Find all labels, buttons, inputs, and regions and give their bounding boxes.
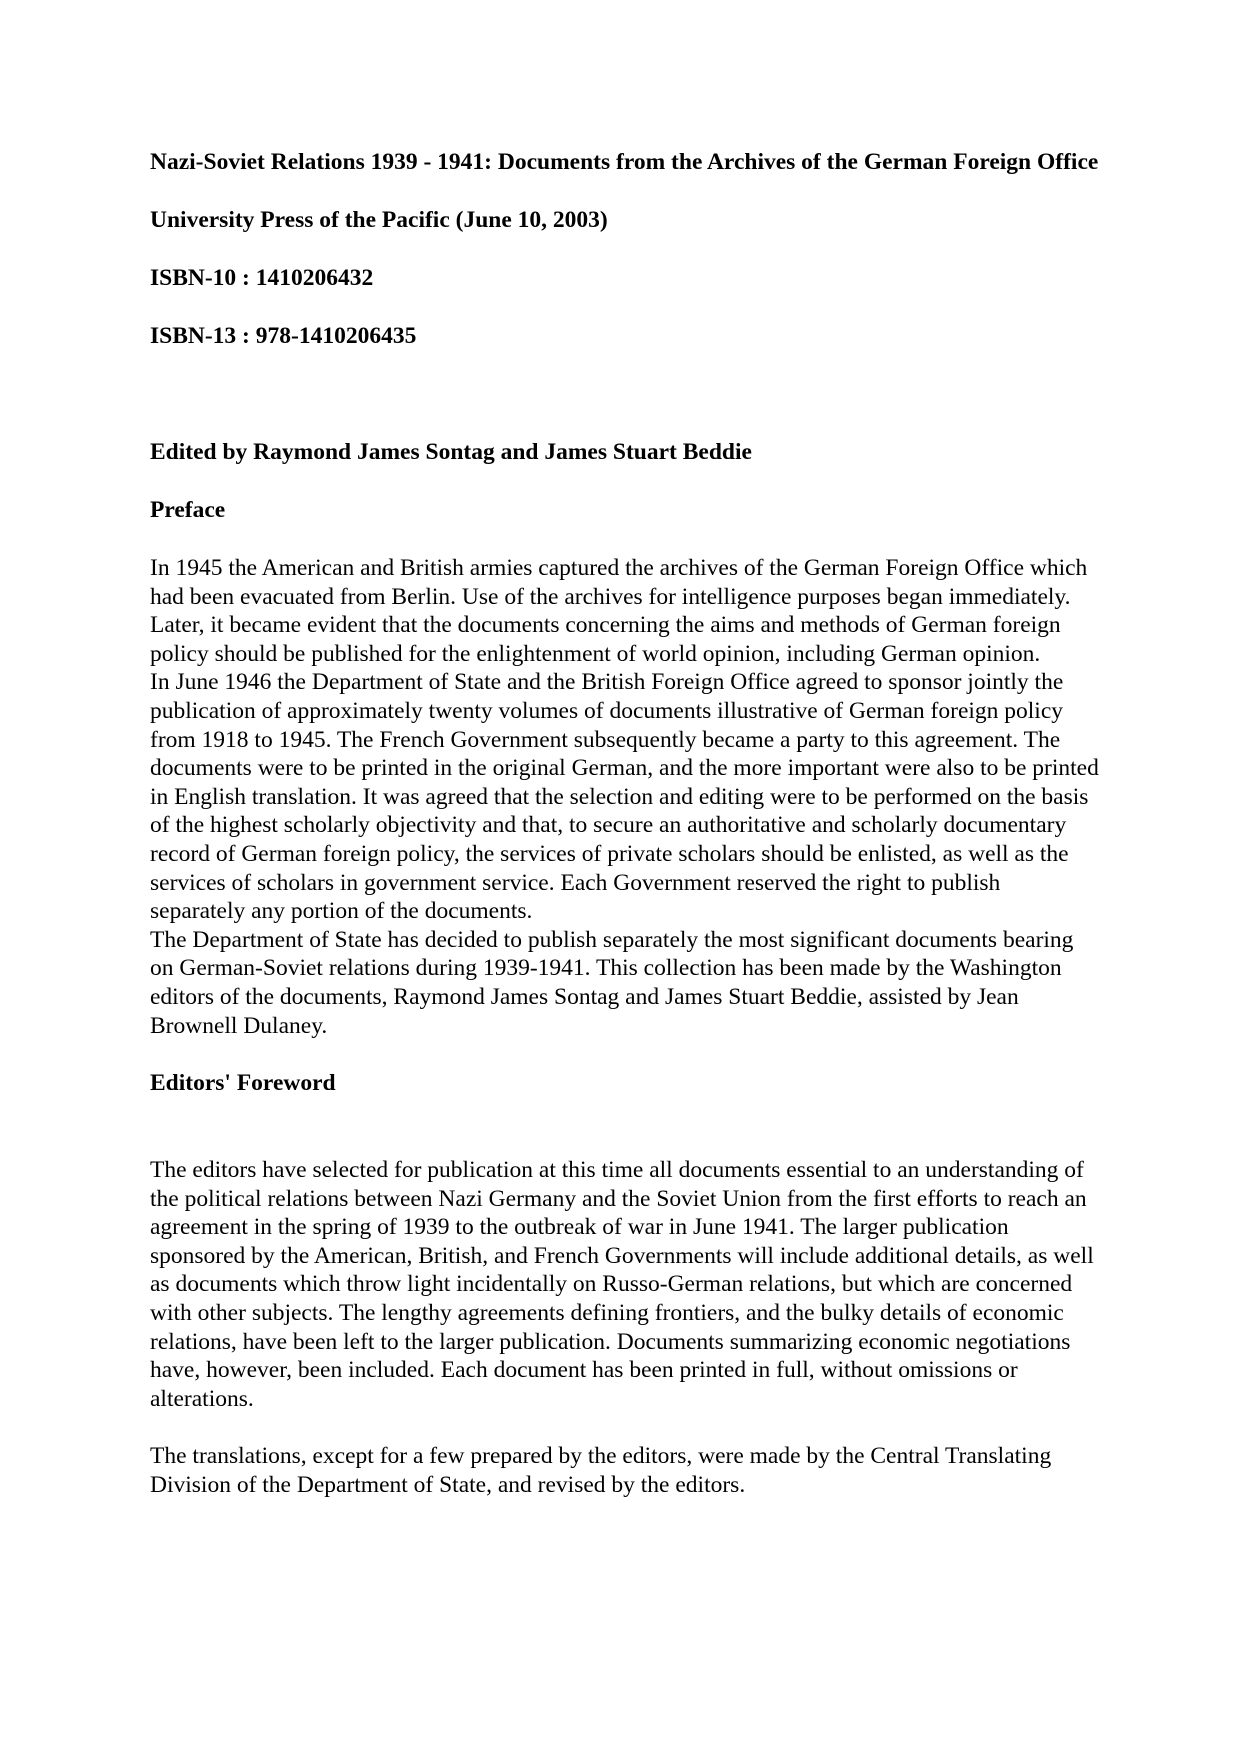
preface-paragraph: In 1945 the American and British armies captured the archives of the German Foreign Office which had been evacuated from Berlin. Use of the archives for intelligence purposes began immediately. Later, it became evident that the documents concerning the aims and methods of German foreign policy should be published for the enlightenment of world opinion, including German opinion. bbox=[150, 555, 1088, 667]
isbn-13: ISBN-13 : 978-1410206435 bbox=[150, 323, 417, 349]
book-title: Nazi-Soviet Relations 1939 - 1941: Documents from the Archives of the German Foreign Office bbox=[150, 149, 1099, 175]
publisher-line: University Press of the Pacific (June 10, 2003) bbox=[150, 207, 608, 233]
editors-line: Edited by Raymond James Sontag and James Stuart Beddie bbox=[150, 439, 752, 465]
preface-body bbox=[150, 554, 1100, 1040]
foreword-paragraph: The translations, except for a few prepared by the editors, were made by the Central Translating Division of the Department of State, and revised by the editors. bbox=[150, 1443, 1052, 1499]
foreword-heading: Editors' Foreword bbox=[150, 1070, 336, 1097]
preface-paragraph: The Department of State has decided to publish separately the most significant documents bearing on German-Soviet relations during 1939-1941. This collection has been made by the Washington editors of the documents, Raymond James Sontag and James Stuart Beddie, assisted by Jean Brownell Dulaney. bbox=[150, 926, 1074, 1039]
document-page bbox=[150, 148, 1100, 1500]
preface-heading: Preface bbox=[150, 497, 226, 523]
isbn-10: ISBN-10 : 1410206432 bbox=[150, 265, 374, 291]
preface-paragraph: In June 1946 the Department of State and the British Foreign Office agreed to sponsor jointly the publication of approximately twenty volumes of documents illustrative of German foreign policy from 1918 to 1945. The French Government subsequently became a party to this agreement. The documents were to be printed in the original German, and the more important were also to be printed in English translation. It was agreed that the selection and editing were to be performed on the basis of the highest scholarly objectivity and that, to secure an authoritative and scholarly documentary record of German foreign policy, the services of private scholars should be enlisted, as well as the services of scholars in government service. Each Government reserved the right to publish separately any portion of the documents. bbox=[150, 669, 1099, 925]
foreword-paragraph: The editors have selected for publication at this time all documents essential to an understanding of the political relations between Nazi Germany and the Soviet Union from the first efforts to reach an agreement in the spring of 1939 to the outbreak of war in June 1941. The larger publication sponsored by the American, British, and French Governments will include additional details, as well as documents which throw light incidentally on Russo-German relations, but which are concerned with other subjects. The lengthy agreements defining frontiers, and the bulky details of economic relations, have been left to the larger publication. Documents summarizing economic negotiations have, however, been included. Each document has been printed in full, without omissions or alterations. bbox=[150, 1157, 1094, 1412]
